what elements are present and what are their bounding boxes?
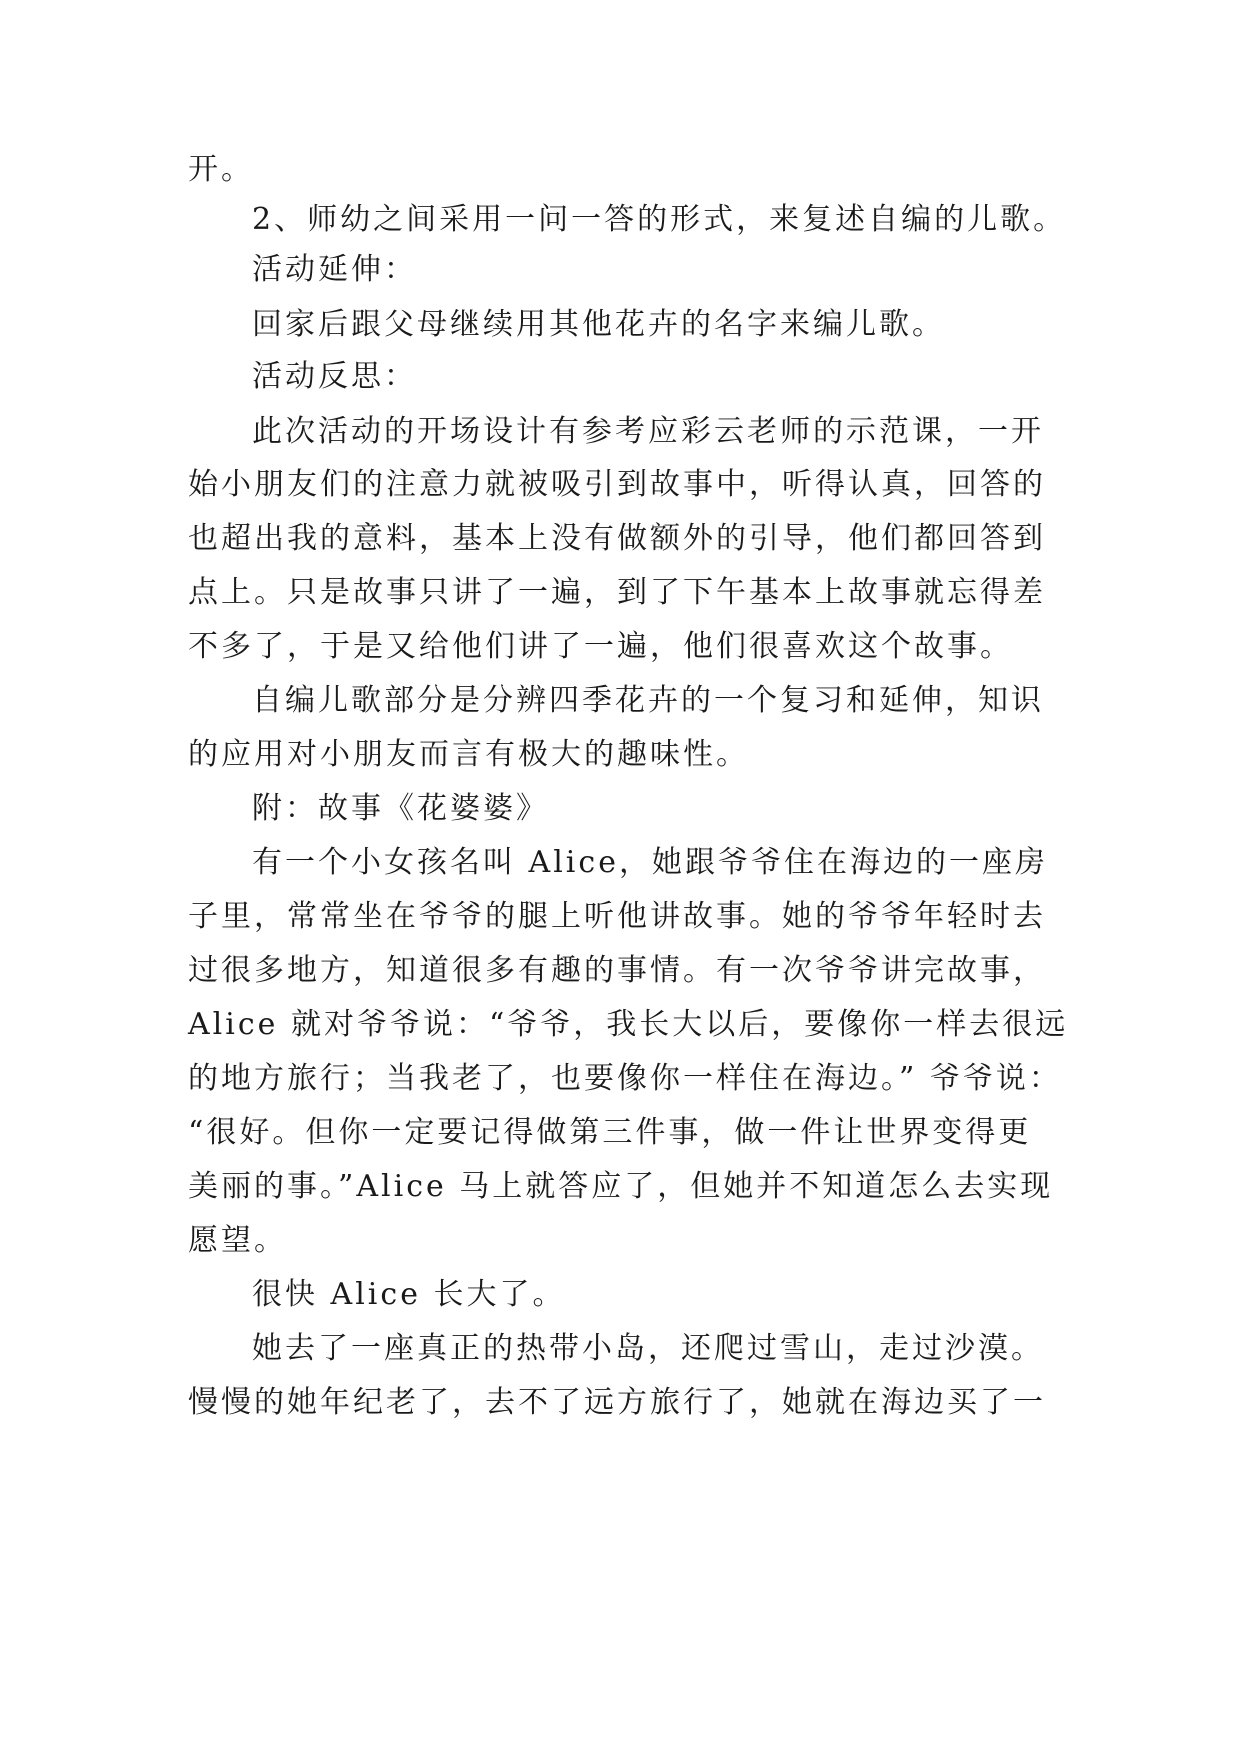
text-line-22: 很快 Alice 长大了。 bbox=[252, 1277, 566, 1312]
text-line-20: 美丽的事。”Alice 马上就答应了，但她并不知道怎么去实现 bbox=[188, 1169, 1054, 1204]
text-line-8: 也超出我的意料，基本上没有做额外的引导，他们都回答到 bbox=[188, 521, 1046, 556]
text-line-19: “很好。但你一定要记得做第三件事，做一件让世界变得更 bbox=[188, 1115, 1032, 1150]
text-line-6: 此次活动的开场设计有参考应彩云老师的示范课，一开 bbox=[252, 414, 1044, 449]
section-heading-reflection: 活动反思： bbox=[252, 359, 417, 394]
text-line-1: 开。 bbox=[188, 152, 254, 187]
text-line-23: 她去了一座真正的热带小岛，还爬过雪山，走过沙漠。 bbox=[252, 1331, 1044, 1366]
text-line-14: 有一个小女孩名叫 Alice，她跟爷爷住在海边的一座房 bbox=[252, 845, 1048, 880]
text-line-12: 的应用对小朋友而言有极大的趣味性。 bbox=[188, 737, 749, 772]
text-line-2: 2、师幼之间采用一问一答的形式，来复述自编的儿歌。 bbox=[252, 202, 1067, 237]
text-line-24: 慢慢的她年纪老了，去不了远方旅行了，她就在海边买了一 bbox=[188, 1385, 1046, 1420]
text-line-9: 点上。只是故事只讲了一遍，到了下午基本上故事就忘得差 bbox=[188, 575, 1046, 610]
text-line-11: 自编儿歌部分是分辨四季花卉的一个复习和延伸，知识 bbox=[252, 683, 1044, 718]
text-line-18: 的地方旅行；当我老了，也要像你一样住在海边。” 爷爷说： bbox=[188, 1061, 1062, 1096]
story-title: 附：故事《花婆婆》 bbox=[252, 791, 549, 826]
text-line-4: 回家后跟父母继续用其他花卉的名字来编儿歌。 bbox=[252, 307, 945, 342]
text-line-17: Alice 就对爷爷说：“爷爷，我长大以后，要像你一样去很远 bbox=[188, 1007, 1069, 1042]
text-line-10: 不多了，于是又给他们讲了一遍，他们很喜欢这个故事。 bbox=[188, 629, 1013, 664]
text-line-21: 愿望。 bbox=[188, 1223, 287, 1258]
section-heading-extension: 活动延伸： bbox=[252, 252, 417, 287]
text-line-7: 始小朋友们的注意力就被吸引到故事中，听得认真，回答的 bbox=[188, 467, 1046, 502]
text-line-15: 子里，常常坐在爷爷的腿上听他讲故事。她的爷爷年轻时去 bbox=[188, 899, 1046, 934]
text-line-16: 过很多地方，知道很多有趣的事情。有一次爷爷讲完故事， bbox=[188, 953, 1046, 988]
